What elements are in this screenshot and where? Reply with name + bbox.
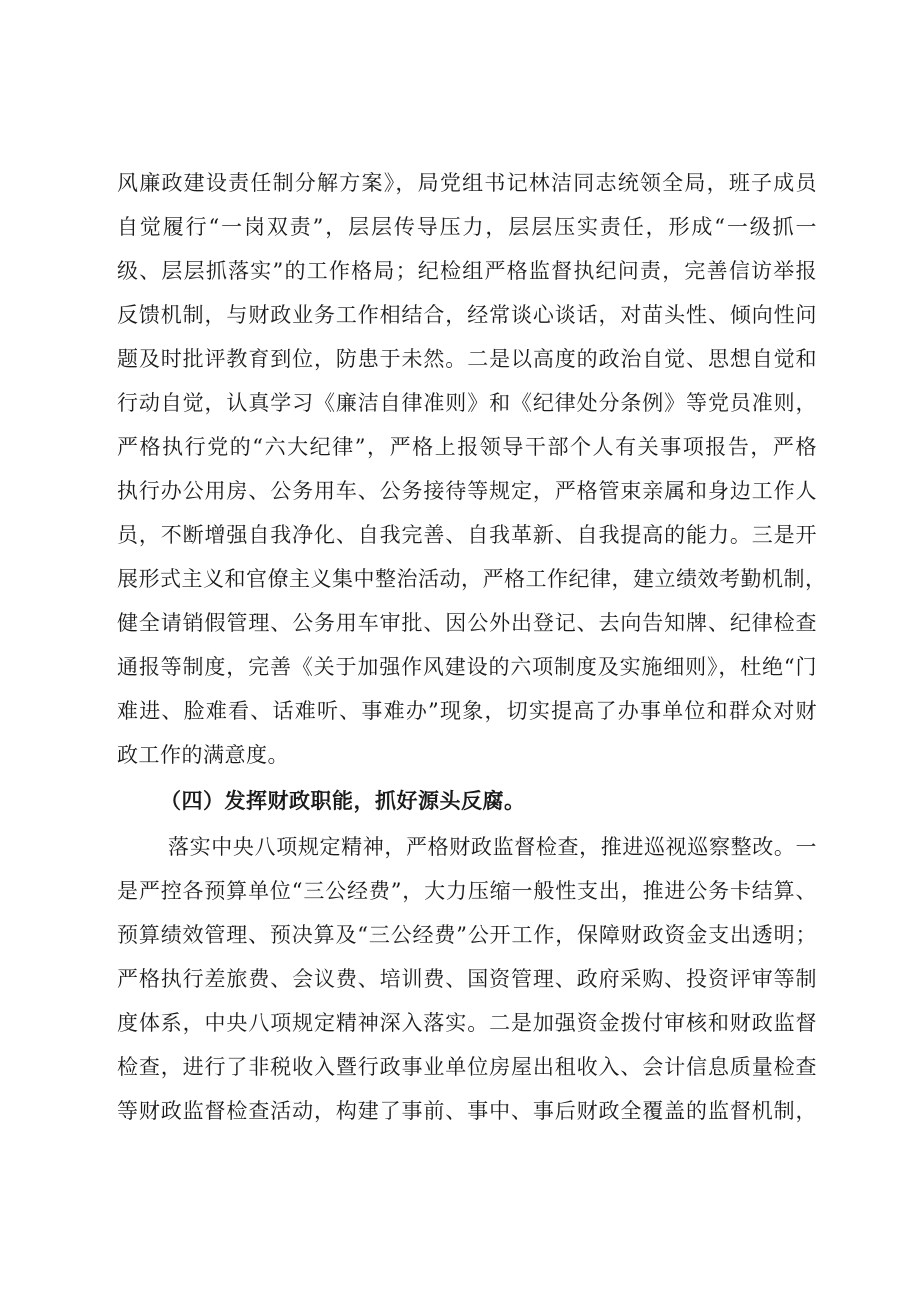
text-line: 健全请销假管理、公务用车审批、因公外出登记、去向告知牌、纪律检查 — [117, 611, 817, 635]
text-line: 员，不断增强自我净化、自我完善、自我革新、自我提高的能力。三是开 — [117, 523, 817, 547]
text-line: 等财政监督检查活动，构建了事前、事中、事后财政全覆盖的监督机制， — [117, 1099, 817, 1123]
text-line: 级、层层抓落实”的工作格局；纪检组严格监督执纪问责，完善信访举报 — [117, 259, 817, 283]
text-line: 题及时批评教育到位，防患于未然。二是以高度的政治自觉、思想自觉和 — [117, 347, 817, 371]
text-line: 预算绩效管理、预决算及“三公经费”公开工作，保障财政资金支出透明； — [117, 923, 817, 947]
text-line: 自觉履行“一岗双责”，层层传导压力，层层压实责任，形成“一级抓一 — [117, 215, 817, 239]
text-line: 难进、脸难看、话难听、事难办”现象，切实提高了办事单位和群众对财 — [117, 699, 817, 723]
text-line: 通报等制度，完善《关于加强作风建设的六项制度及实施细则》，杜绝“门 — [117, 655, 817, 679]
text-line: 行动自觉，认真学习《廉洁自律准则》和《纪律处分条例》等党员准则， — [117, 391, 817, 415]
text-line: 落实中央八项规定精神，严格财政监督检查，推进巡视巡察整改。一 — [168, 835, 817, 859]
text-line: 检查，进行了非税收入暨行政事业单位房屋出租收入、会计信息质量检查 — [117, 1055, 817, 1079]
text-line: 是严控各预算单位“三公经费”，大力压缩一般性支出，推进公务卡结算、 — [117, 879, 817, 903]
text-line: 执行办公用房、公务用车、公务接待等规定，严格管束亲属和身边工作人 — [117, 479, 817, 503]
text-line: 政工作的满意度。 — [117, 743, 289, 767]
text-line: 度体系，中央八项规定精神深入落实。二是加强资金拨付审核和财政监督 — [117, 1011, 817, 1035]
text-line: 展形式主义和官僚主义集中整治活动，严格工作纪律，建立绩效考勤机制， — [117, 567, 827, 591]
text-line: 严格执行差旅费、会议费、培训费、国资管理、政府采购、投资评审等制 — [117, 967, 817, 991]
text-line: 反馈机制，与财政业务工作相结合，经常谈心谈话，对苗头性、倾向性问 — [117, 303, 817, 327]
text-line: 严格执行党的“六大纪律”，严格上报领导干部个人有关事项报告，严格 — [117, 435, 817, 459]
text-line: 风廉政建设责任制分解方案》，局党组书记林洁同志统领全局，班子成员 — [117, 171, 817, 195]
section-heading: （四）发挥财政职能，抓好源头反腐。 — [160, 788, 526, 813]
